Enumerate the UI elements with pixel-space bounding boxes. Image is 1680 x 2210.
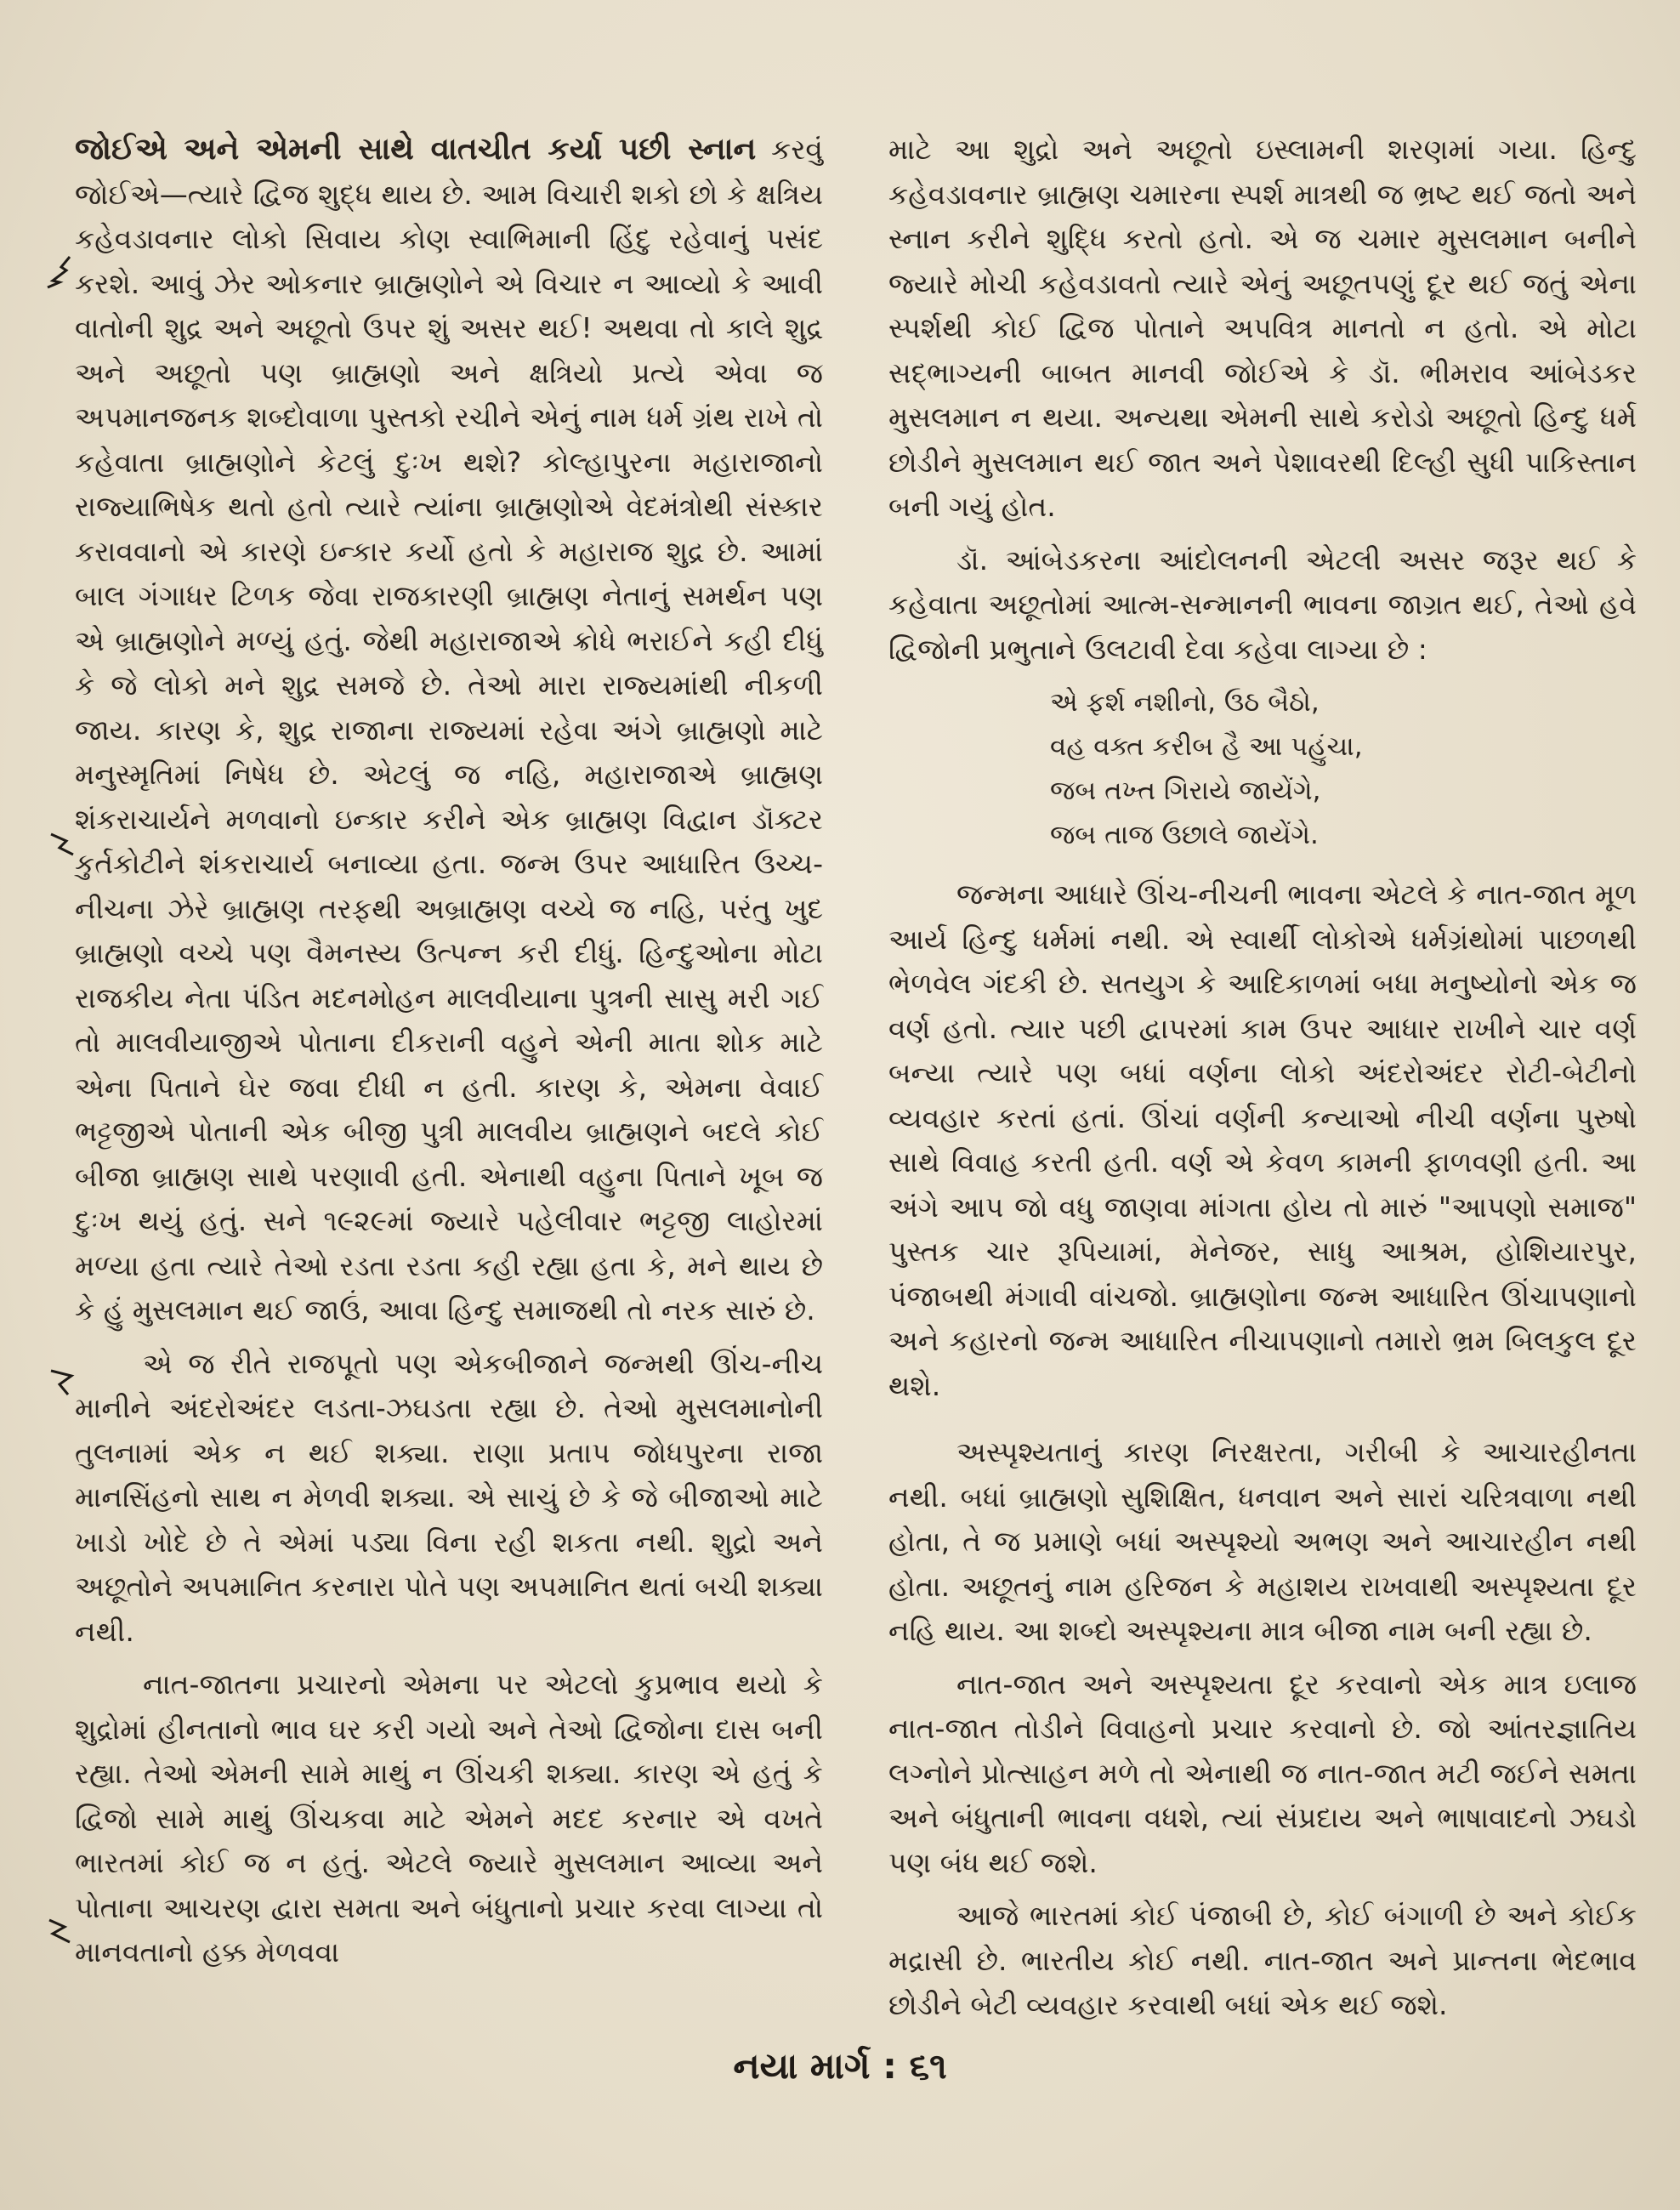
poem-line: વહ વક્ત કરીબ હૈ આ પહુંચા, [1050,731,1363,762]
paragraph-1-text: કરવું જોઈએ—ત્યારે દ્વિજ શુદ્ધ થાય છે. આમ વિચારી શકો છો કે ક્ષત્રિય કહેવડાવનાર લોકો સિવાય કોણ સ્વાભિમાની હિંદુ રહેવાનું પસંદ કરશે. આવું ઝેર ઓકનાર બ્રાહ્મણોને એ વિચાર ન આવ્યો કે આવી વાતોની શુદ્ર અને અછૂતો ઉપર શું અસર થઈ! અથવા તો કાલે શુદ્ર અને અછૂતો પણ બ્રાહ્મણો અને ક્ષત્રિયો પ્રત્યે એવા જ અપમાનજનક શબ્દોવાળા પુસ્તકો રચીને એનું નામ ધર્મ ગ્રંથ રાખે તો કહેવાતા બ્રાહ્મણોને કેટલું દુઃખ થશે? કોલ્હાપુરના મહારાજાનો રાજ્યાભિષેક થતો હતો ત્યારે ત્યાંના બ્રાહ્મણોએ વેદમંત્રોથી સંસ્કાર કરાવવાનો એ કારણે ઇન્કાર કર્યો હતો કે મહારાજ શુદ્ર છે. આમાં બાલ ગંગાધર ટિળક જેવા રાજકારણી બ્રાહ્મણ નેતાનું સમર્થન પણ એ બ્રાહ્મણોને મળ્યું હતું. જેથી મહારાજાએ ક્રોધે ભરાઈને કહી દીધું કે જે લોકો મને શુદ્ર સમજે છે. તેઓ મારા રાજ્યમાંથી નીકળી જાય. કારણ કે, શુદ્ર રાજાના રાજ્યમાં રહેવા અંગે બ્રાહ્મણો માટે મનુસ્મૃતિમાં નિષેધ છે. એટલું જ નહિ, મહારાજાએ બ્રાહ્મણ શંકરાચાર્યને મળવાનો ઇન્કાર કરીને એક બ્રાહ્મણ વિદ્વાન ડૉક્ટર કુર્તકોટીને શંકરાચાર્ય બનાવ્યા હતા. જન્મ ઉપર આધારિત ઉચ્ચ-નીચના ઝેરે બ્રાહ્મણ તરફથી અબ્રાહ્મણ વચ્ચે જ નહિ, પરંતુ ખુદ બ્રાહ્મણો વચ્ચે પણ વૈમનસ્ય ઉત્પન્ન કરી દીધું. હિન્દુઓના મોટા રાજકીય નેતા પંડિત મદનમોહન માલવીયાના પુત્રની સાસુ મરી ગઈ તો માલવીયાજીએ પોતાના દીકરાની વહુને એની માતા શોક માટે એના પિતાને ઘેર જવા દીધી ન હતી. કારણ કે, એમના વેવાઈ ભટ્ટજીએ પોતાની એક બીજી પુત્રી માલવીય બ્રાહ્મણને બદલે કોઈ બીજા બ્રાહ્મણ સાથે પરણાવી હતી. એનાથી વહુના પિતાને ખૂબ જ દુઃખ થયું હતું. સને ૧૯૨૯માં જ્યારે પહેલીવાર ભટ્ટજી લાહોરમાં મળ્યા હતા ત્યારે તેઓ રડતા રડતા કહી રહ્યા હતા કે, મને થાય છે કે હું મુસલમાન થઈ જાઉં, આવા હિન્દુ સમાજથી તો નરક સારું છે. [75,133,823,1327]
page-tear-mark [48,829,82,863]
paragraph-8: નાત-જાત અને અસ્પૃશ્યતા દૂર કરવાનો એક માત્ર ઇલાજ નાત-જાત તોડીને વિવાહનો પ્રચાર કરવાનો છે. જો આંતરજ્ઞાતિય લગ્નોને પ્રોત્સાહન મળે તો એનાથી જ નાત-જાત મટી જઈને સમતા અને બંધુતાની ભાવના વધશે, ત્યાં સંપ્રદાય અને ભાષાવાદનો ઝઘડો પણ બંધ થઈ જશે. [888,1667,1637,1879]
page-tear-mark [44,255,78,289]
paragraph-4: માટે આ શુદ્રો અને અછૂતો ઇસ્લામની શરણમાં ગયા. હિન્દુ કહેવડાવનાર બ્રાહ્મણ ચમારના સ્પર્શ માત્રથી જ ભ્રષ્ટ થઈ જતો અને સ્નાન કરીને શુદ્ધિ કરતો હતો. એ જ ચમાર મુસલમાન બનીને જ્યારે મોચી કહેવડાવતો ત્યારે એનું અછૂતપણું દૂર થઈ જતું એના સ્પર્શથી કોઈ દ્વિજ પોતાને અપવિત્ર માનતો ન હતો. એ મોટા સદ્ભાગ્યની બાબત માનવી જોઈએ કે ડૉ. ભીમરાવ આંબેડકર મુસલમાન ન થયા. અન્યથા એમની સાથે કરોડો અછૂતો હિન્દુ ધર્મ છોડીને મુસલમાન થઈ જાત અને પેશાવરથી દિલ્હી સુધી પાકિસ્તાન બની ગયું હોત. [888,133,1637,523]
poem-quote [888,680,1637,857]
paragraph-2: એ જ રીતે રાજપૂતો પણ એકબીજાને જન્મથી ઊંચ-નીચ માનીને અંદરોઅંદર લડતા-ઝઘડતા રહ્યા છે. તેઓ મુસલમાનોની તુલનામાં એક ન થઈ શક્યા. રાણા પ્રતાપ જોધપુરના રાજા માનસિંહનો સાથ ન મેળવી શક્યા. એ સાચું છે કે જે બીજાઓ માટે ખાડો ખોદે છે તે એમાં પડ્યા વિના રહી શકતા નથી. શુદ્રો અને અછૂતોને અપમાનિત કરનારા પોતે પણ અપમાનિત થતાં બચી શક્યા નથી. [75,1346,823,1648]
left-column [75,128,823,1984]
page-footer: નયા માર્ગ : ૬૧ [733,2045,947,2087]
page-tear-mark [46,1913,80,1947]
poem-line: જબ તાજ ઉછાલે જાયેંગે. [1050,820,1319,850]
paragraph-1 [75,128,823,1333]
lead-line: જોઈએ અને એમની સાથે વાતચીત કર્યા પછી સ્નાન [75,132,757,167]
right-column [888,128,1637,2037]
paragraph-7: અસ્પૃશ્યતાનું કારણ નિરક્ષરતા, ગરીબી કે આચારહીનતા નથી. બધાં બ્રાહ્મણો સુશિક્ષિત, ધનવાન અને સારાં ચરિત્રવાળા નથી હોતા, તે જ પ્રમાણે બધાં અસ્પૃશ્યો અભણ અને આચારહીન નથી હોતા. અછૂતનું નામ હરિજન કે મહાશય રાખવાથી અસ્પૃશ્યતા દૂર નહિ થાય. આ શબ્દો અસ્પૃશ્યના માત્ર બીજા નામ બની રહ્યા છે. [888,1435,1637,1647]
paragraph-9: આજે ભારતમાં કોઈ પંજાબી છે, કોઈ બંગાળી છે અને કોઈક મદ્રાસી છે. ભારતીય કોઈ નથી. નાત-જાત અને પ્રાન્તના ભેદભાવ છોડીને બેટી વ્યવહાર કરવાથી બધાં એક થઈ જશે. [888,1899,1637,2021]
poem-line: એ ફર્શ નશીનો, ઉઠ બૈઠો, [1050,687,1320,718]
paragraph-3: નાત-જાતના પ્રચારનો એમના પર એટલો કુપ્રભાવ થયો કે શુદ્રોમાં હીનતાનો ભાવ ઘર કરી ગયો અને તેઓ દ્વિજોના દાસ બની રહ્યા. તેઓ એમની સામે માથું ન ઊંચકી શક્યા. કારણ એ હતું કે દ્વિજો સામે માથું ઊંચકવા માટે એમને મદદ કરનાર એ વખતે ભારતમાં કોઈ જ ન હતું. એટલે જ્યારે મુસલમાન આવ્યા અને પોતાના આચરણ દ્વારા સમતા અને બંધુતાનો પ્રચાર કરવા લાગ્યા તો માનવતાનો હક્ક મેળવવા [75,1667,823,1969]
paragraph-5: ડૉ. આંબેડકરના આંદોલનની એટલી અસર જરૂર થઈ કે કહેવાતા અછૂતોમાં આત્મ-સન્માનની ભાવના જાગ્રત થઈ, તેઓ હવે દ્વિજોની પ્રભુતાને ઉલટાવી દેવા કહેવા લાગ્યા છે : [888,543,1637,666]
page-tear-mark [49,1362,83,1396]
poem-line: જબ તખ્ત ગિરાયે જાયેંગે, [1050,775,1321,806]
paragraph-6: જન્મના આધારે ઊંચ-નીચની ભાવના એટલે કે નાત-જાત મૂળ આર્ય હિન્દુ ધર્મમાં નથી. એ સ્વાર્થી લોકોએ ધર્મગ્રંથોમાં પાછળથી ભેળવેલ ગંદકી છે. સતયુગ કે આદિકાળમાં બધા મનુષ્યોનો એક જ વર્ણ હતો. ત્યાર પછી દ્વાપરમાં કામ ઉપર આધાર રાખીને ચાર વર્ણ બન્યા ત્યારે પણ બધાં વર્ણના લોકો અંદરોઅંદર રોટી-બેટીનો વ્યવહાર કરતાં હતાં. ઊંચાં વર્ણની કન્યાઓ નીચી વર્ણના પુરુષો સાથે વિવાહ કરતી હતી. વર્ણ એ કેવળ કામની ફાળવણી હતી. આ અંગે આપ જો વધુ જાણવા માંગતા હોય તો મારું "આપણો સમાજ" પુસ્તક ચાર રૂપિયામાં, મેનેજર, સાધુ આશ્રમ, હોશિયારપુર, પંજાબથી મંગાવી વાંચજો. બ્રાહ્મણોના જન્મ આધારિત ઊંચાપણાનો અને કહારનો જન્મ આધારિત નીચાપણાનો તમારો ભ્રમ બિલકુલ દૂર થશે. [888,878,1637,1402]
